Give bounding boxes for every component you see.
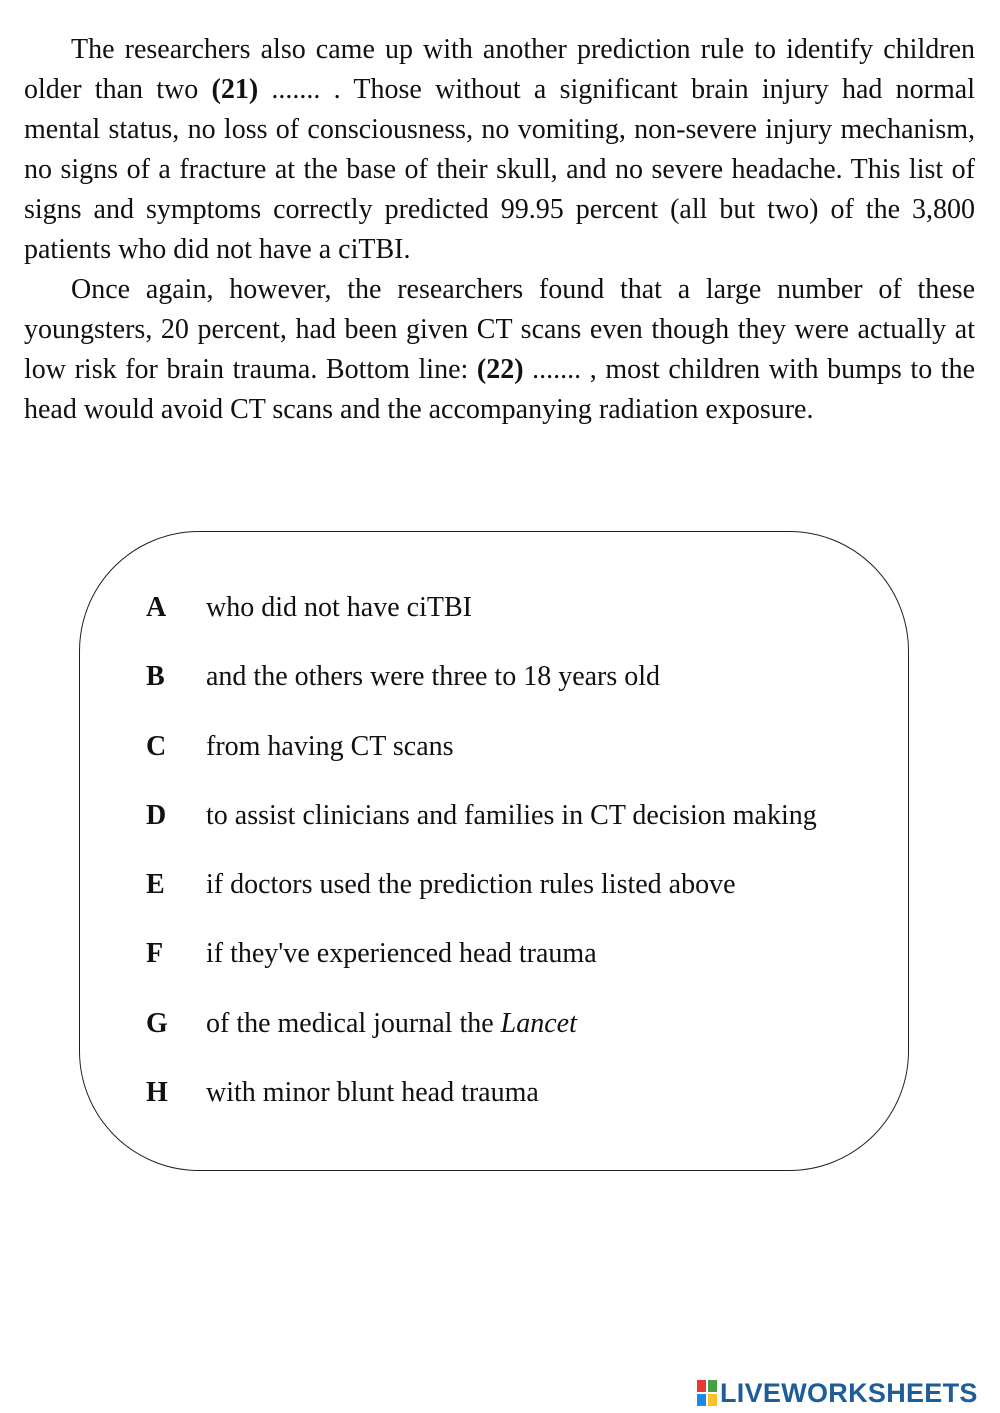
option-text: with minor blunt head trauma	[206, 1077, 539, 1108]
logo-text: LIVEWORKSHEETS	[720, 1377, 978, 1408]
option-text: of the medical journal the Lancet	[206, 1008, 577, 1039]
option-text: and the others were three to 18 years old	[206, 661, 661, 692]
option-letter: G	[146, 1008, 168, 1039]
option-letter: C	[146, 731, 167, 762]
passage-paragraph-2: Once again, however, the researchers found that a large number of these youngsters, 20 percent, had been given CT scans even though they were actually at low risk for brain trauma. Bottom line: (22) ....... , most children with bumps to the head would avoid CT scans and the accompanying radiation exposure.	[24, 274, 975, 425]
option-d	[146, 796, 817, 836]
option-letter: B	[146, 661, 165, 692]
option-h	[146, 1073, 539, 1113]
option-c	[146, 727, 454, 767]
option-e	[146, 865, 736, 905]
option-g	[146, 1004, 577, 1044]
passage-paragraph-1: The researchers also came up with another prediction rule to identify children older than two (21) ....... . Those without a significant brain injury had normal mental status, no loss of consciousness, no vomiting, non-severe injury mechanism, no signs of a fracture at the base of their skull, and no severe headache. This list of signs and symptoms correctly predicted 99.95 percent (all but two) of the 3,800 patients who did not have a ciTBI.	[24, 34, 975, 265]
logo-square	[708, 1380, 717, 1392]
option-a	[146, 588, 472, 628]
option-letter: F	[146, 938, 164, 969]
option-letter: E	[146, 869, 165, 900]
option-text: if they've experienced head trauma	[206, 938, 597, 969]
option-f	[146, 934, 597, 974]
option-text: if doctors used the prediction rules listed above	[206, 869, 736, 900]
option-text: from having CT scans	[206, 731, 454, 762]
liveworksheets-logo	[697, 1378, 978, 1408]
option-text: who did not have ciTBI	[206, 592, 472, 623]
option-letter: D	[146, 800, 167, 831]
option-b	[146, 657, 660, 697]
logo-square	[708, 1394, 717, 1406]
journal-title: Lancet	[500, 1008, 577, 1039]
option-text: to assist clinicians and families in CT decision making	[206, 800, 817, 831]
logo-square	[697, 1394, 706, 1406]
option-letter: H	[146, 1077, 168, 1108]
option-letter: A	[146, 592, 167, 623]
liveworksheets-logo-icon	[697, 1380, 717, 1406]
gap-22-label: (22)	[476, 354, 524, 385]
logo-square	[697, 1380, 706, 1392]
gap-21-label: (21)	[211, 74, 259, 105]
reading-passage	[24, 30, 975, 430]
answer-options-box	[79, 531, 909, 1171]
